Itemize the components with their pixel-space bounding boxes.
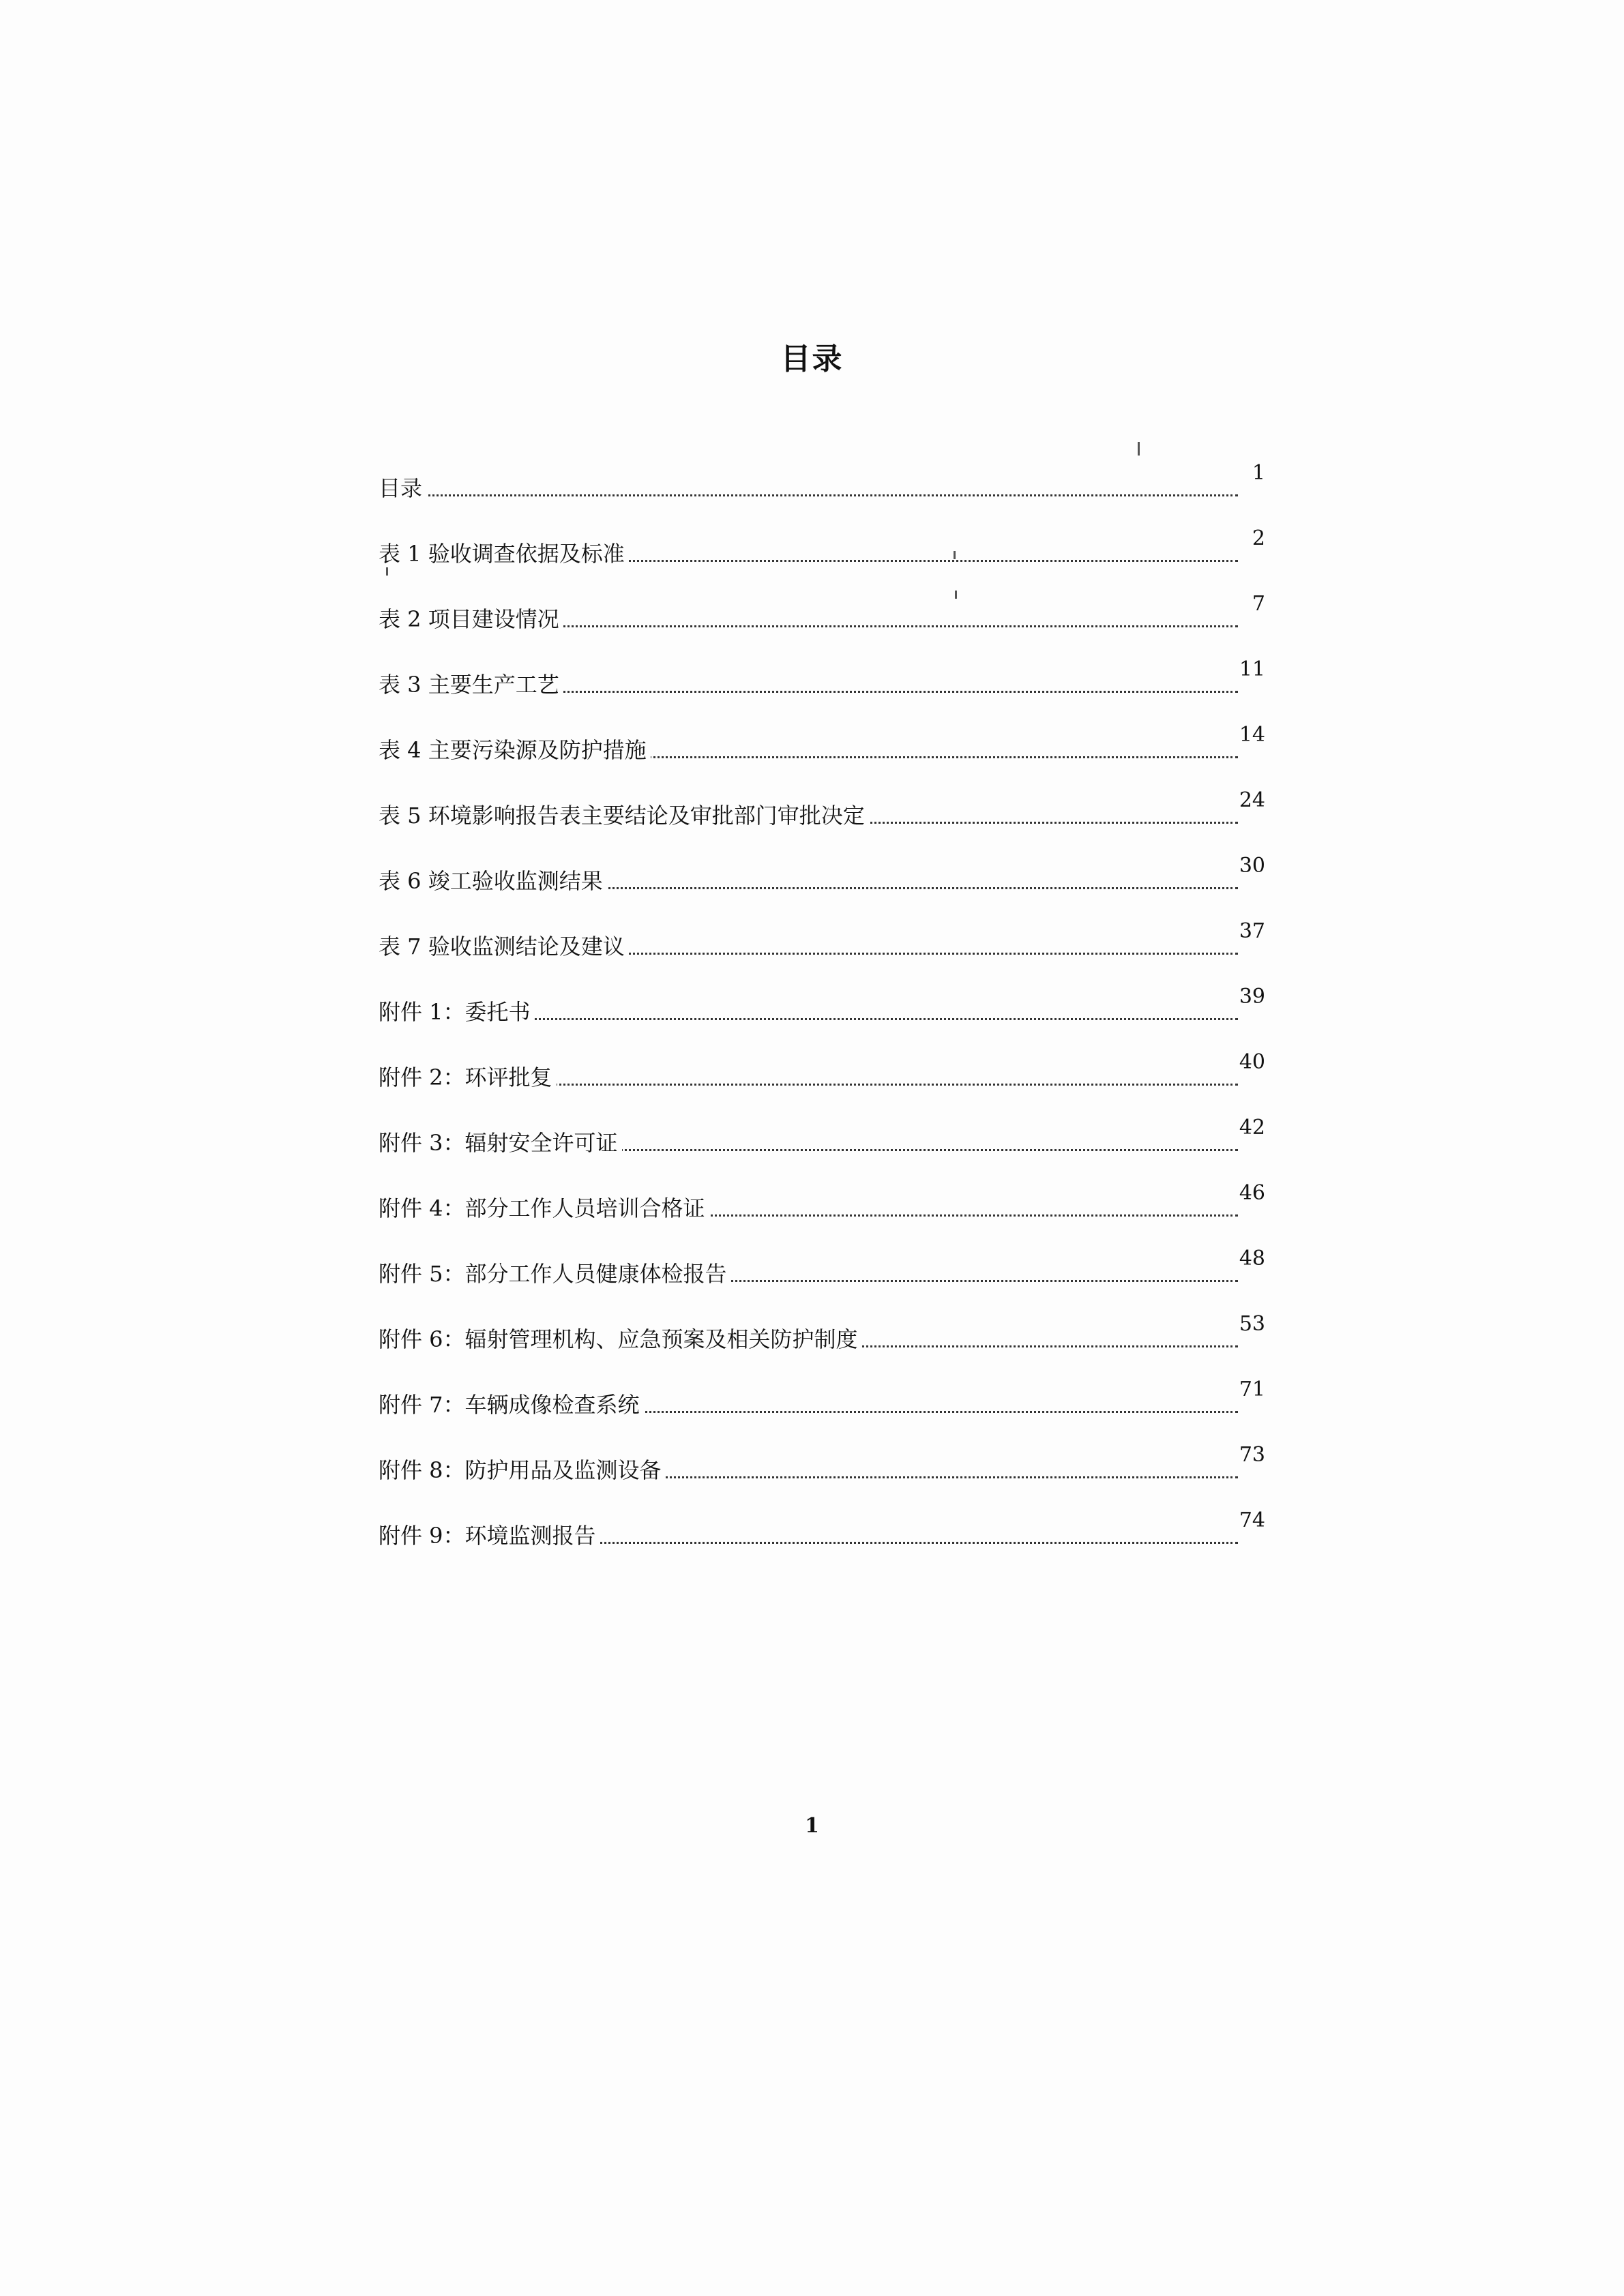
toc-entry[interactable] — [379, 698, 1265, 764]
toc-entry-label: 附件 3：辐射安全许可证 — [379, 1129, 622, 1157]
toc-entry[interactable] — [379, 436, 1265, 502]
toc-entry-label: 表 5 环境影响报告表主要结论及审批部门审批决定 — [379, 802, 869, 829]
toc-entry-page: 39 — [1222, 985, 1265, 1009]
toc-entry-page: 46 — [1222, 1181, 1265, 1206]
toc-entry-label: 表 2 项目建设情况 — [379, 606, 563, 633]
toc-entry[interactable] — [379, 1091, 1265, 1157]
page-number: 1 — [805, 1814, 819, 1838]
toc-entry-label: 附件 8：防护用品及监测设备 — [379, 1457, 666, 1484]
toc-entry-page: 14 — [1222, 723, 1265, 747]
toc-entry-label: 表 7 验收监测结论及建议 — [379, 933, 629, 960]
toc-entry[interactable] — [379, 1157, 1265, 1222]
toc-entry[interactable] — [379, 1287, 1265, 1353]
toc-entry-page: 1 — [1222, 461, 1265, 486]
toc-entry[interactable] — [379, 1353, 1265, 1418]
toc-entry[interactable] — [379, 1026, 1265, 1091]
toc-entry[interactable] — [379, 1484, 1265, 1549]
toc-entry-label: 附件 5：部分工作人员健康体检报告 — [379, 1260, 731, 1287]
toc-entry-page: 73 — [1222, 1443, 1265, 1467]
toc-entry-label: 表 1 验收调查依据及标准 — [379, 540, 629, 567]
toc-entry[interactable] — [379, 764, 1265, 829]
toc-entry-label: 附件 4：部分工作人员培训合格证 — [379, 1195, 709, 1222]
toc-entry-label: 附件 2：环评批复 — [379, 1064, 557, 1091]
toc-entry-label: 附件 6：辐射管理机构、应急预案及相关防护制度 — [379, 1326, 862, 1353]
toc-entry-label: 附件 7：车辆成像检查系统 — [379, 1391, 644, 1418]
toc-entry[interactable] — [379, 960, 1265, 1026]
toc-entry-label: 表 6 竣工验收监测结果 — [379, 867, 607, 895]
toc-entry-label: 表 3 主要生产工艺 — [379, 671, 563, 698]
toc-entry-page: 7 — [1222, 592, 1265, 616]
toc-entry-label: 目录 — [379, 475, 426, 502]
toc-entry-label: 附件 1：委托书 — [379, 998, 535, 1026]
toc-entry-page: 37 — [1222, 919, 1265, 944]
toc-entry-page: 2 — [1222, 526, 1265, 551]
scan-mark — [1138, 442, 1140, 456]
toc-entry[interactable] — [379, 829, 1265, 895]
toc-entry-page: 53 — [1222, 1312, 1265, 1337]
scan-mark — [386, 566, 388, 576]
toc-entry-page: 24 — [1222, 788, 1265, 813]
toc-entry-page: 71 — [1222, 1377, 1265, 1402]
toc-entry-label: 附件 9：环境监测报告 — [379, 1522, 600, 1549]
toc-entry[interactable] — [379, 895, 1265, 960]
toc-entry-page: 11 — [1222, 657, 1265, 682]
toc-entry-page: 48 — [1222, 1247, 1265, 1271]
toc-entry[interactable] — [379, 1222, 1265, 1287]
dot-leader — [379, 494, 1238, 496]
table-of-contents — [379, 436, 1265, 1549]
toc-entry-page: 74 — [1222, 1508, 1265, 1533]
toc-entry-page: 40 — [1222, 1050, 1265, 1075]
page-title: 目录 — [780, 342, 844, 376]
scan-mark — [954, 551, 956, 559]
toc-entry[interactable] — [379, 1418, 1265, 1484]
toc-entry-label: 表 4 主要污染源及防护措施 — [379, 736, 651, 764]
toc-entry[interactable] — [379, 502, 1265, 567]
toc-entry-page: 42 — [1222, 1116, 1265, 1140]
toc-entry-page: 30 — [1222, 854, 1265, 878]
scan-mark — [955, 591, 957, 599]
toc-entry[interactable] — [379, 567, 1265, 633]
toc-entry[interactable] — [379, 633, 1265, 698]
